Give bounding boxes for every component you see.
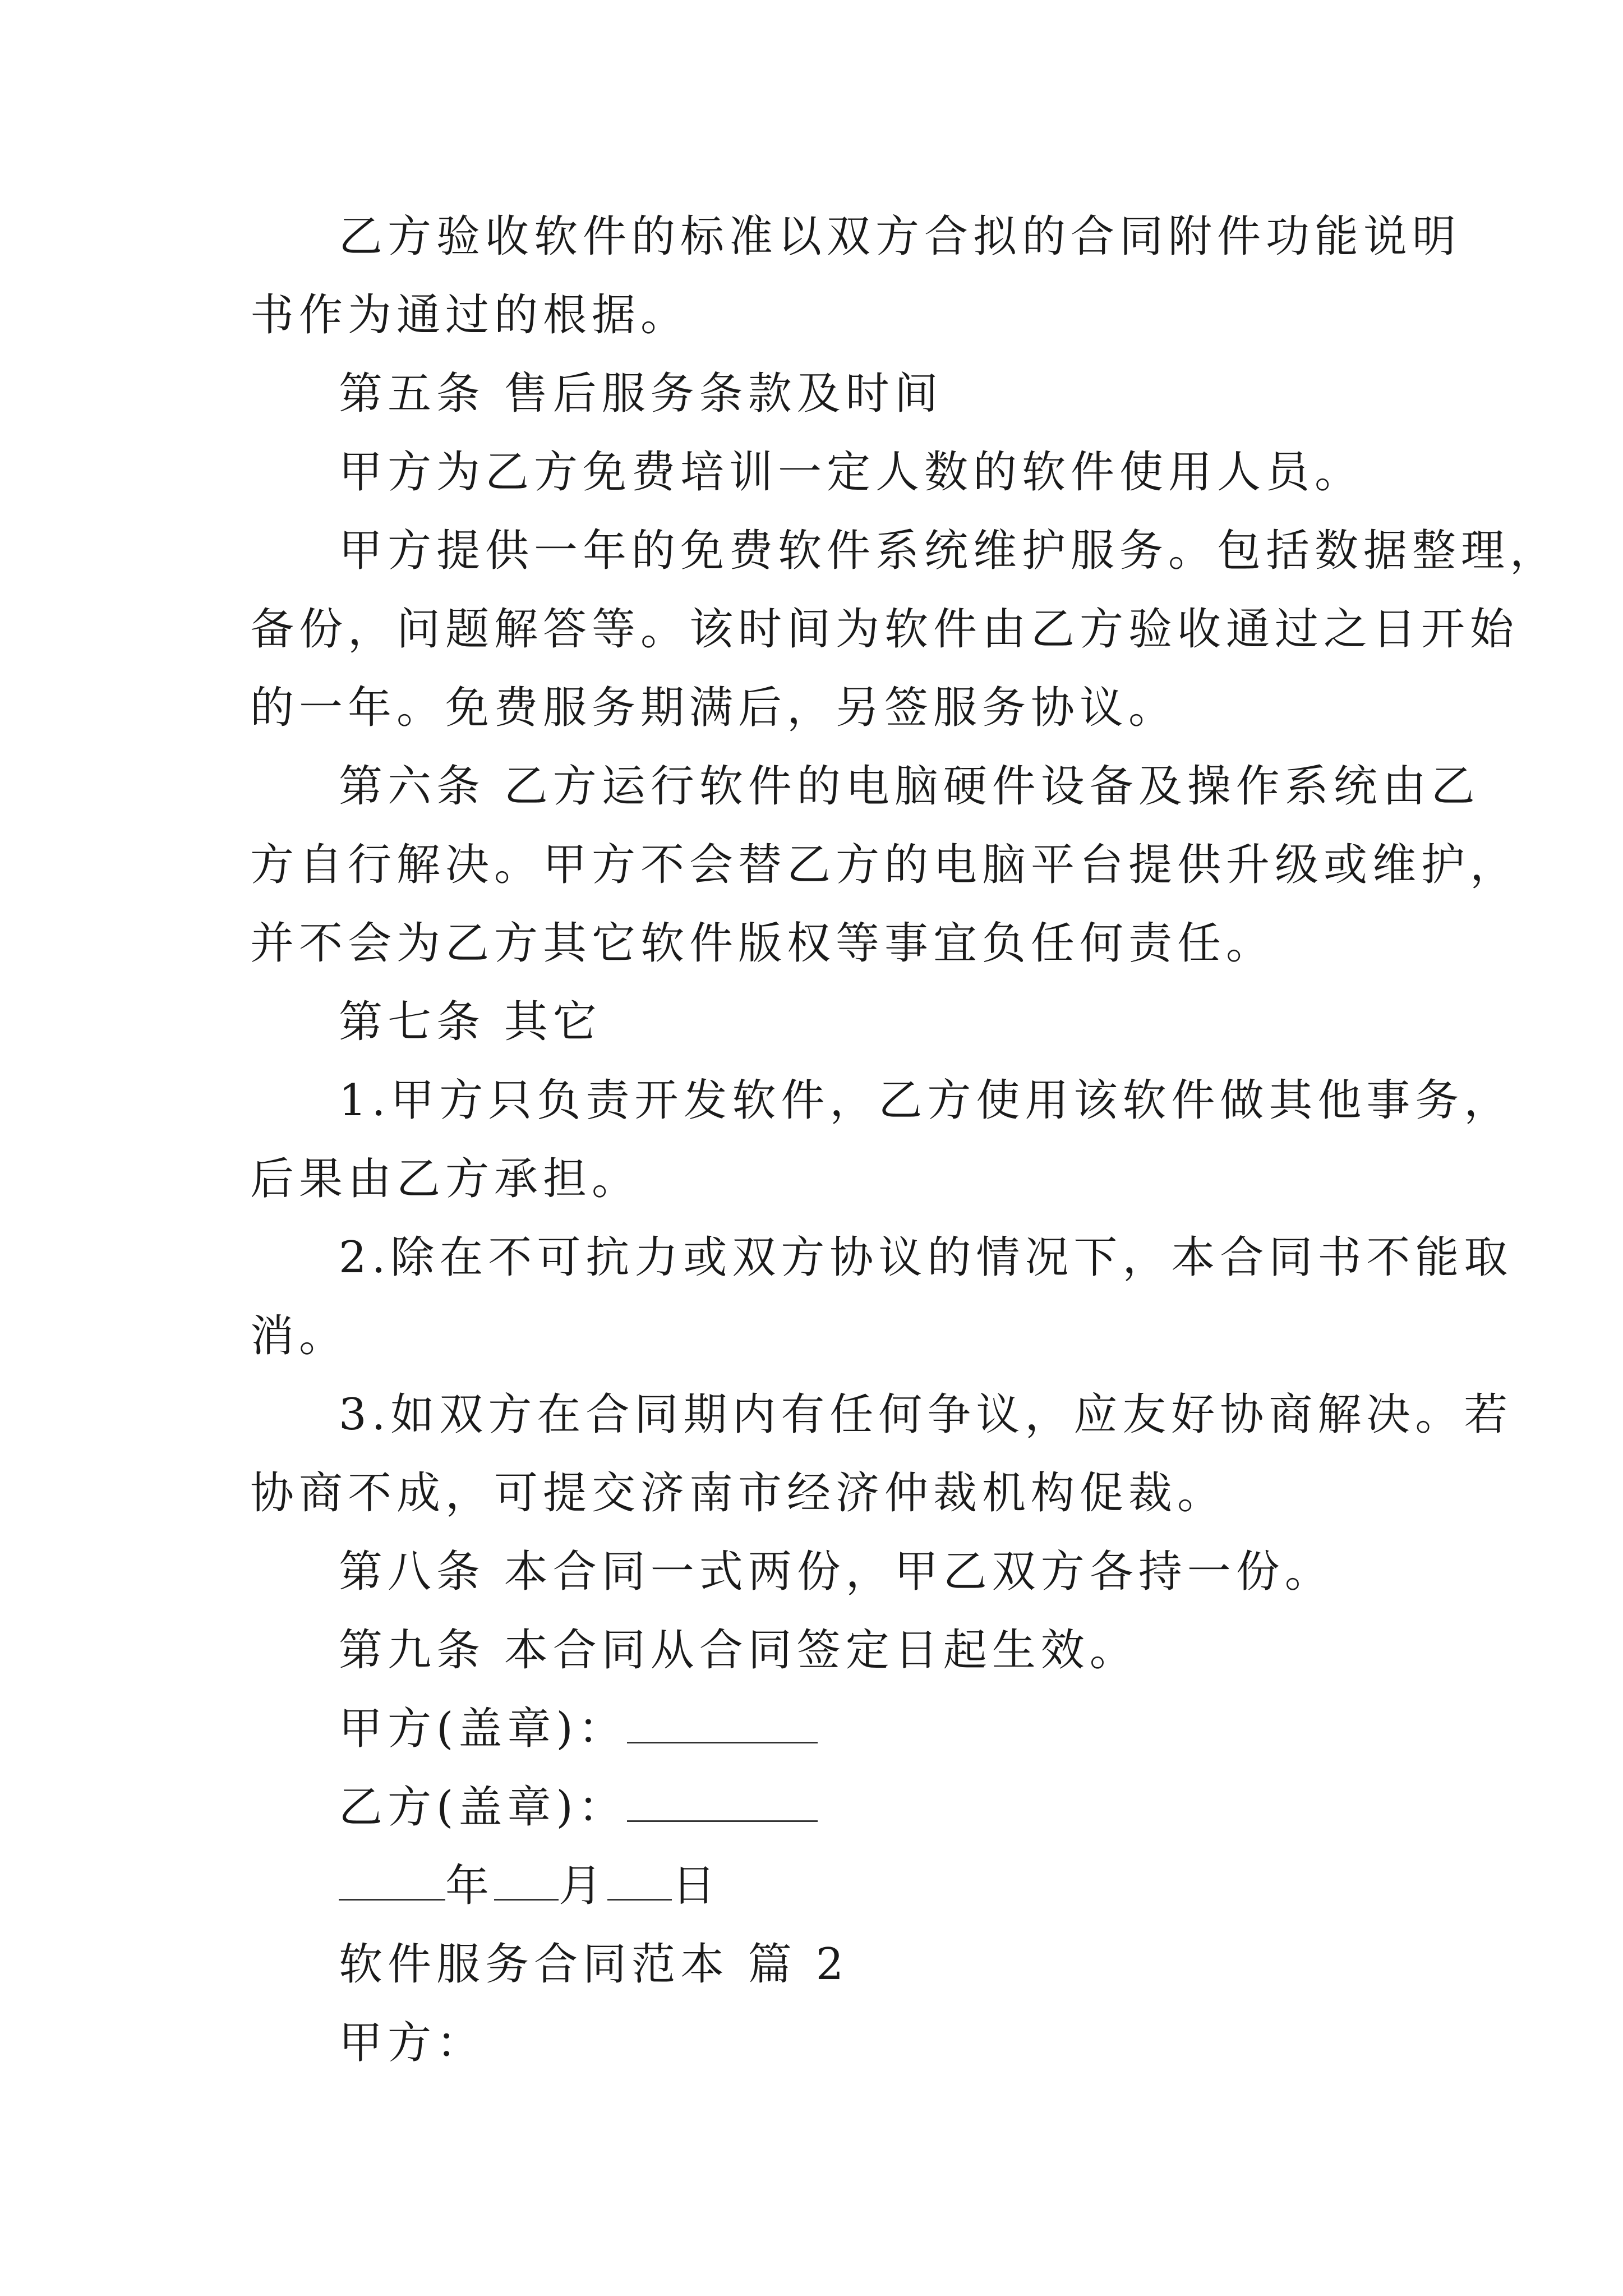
paragraph-line: 并不会为乙方其它软件版权等事宜负任何责任。: [250, 918, 1275, 969]
list-item: 3.如双方在合同期内有任何争议，应友好协商解决。若: [339, 1389, 1513, 1440]
paragraph-line: 消。: [250, 1311, 348, 1361]
paragraph-line: 乙方验收软件的标准以双方合拟的合同附件功能说明: [339, 211, 1461, 262]
party-a-label: 甲方(盖章)：: [339, 1704, 627, 1754]
paragraph-line: 的一年。免费服务期满后，另签服务协议。: [250, 683, 1178, 733]
paragraph-line: 甲方为乙方免费培训一定人数的软件使用人员。: [339, 447, 1364, 498]
month-blank: [494, 1860, 559, 1901]
month-label: 月: [559, 1861, 608, 1911]
party-b-signature: [339, 1779, 818, 1835]
article-heading: 第六条 乙方运行软件的电脑硬件设备及操作系统由乙: [339, 761, 1480, 812]
paragraph-line: 备份，问题解答等。该时间为软件由乙方验收通过之日开始: [250, 604, 1519, 655]
day-blank: [607, 1860, 672, 1901]
list-item: 2.除在不可抗力或双方协议的情况下，本合同书不能取: [339, 1232, 1513, 1283]
paragraph-line: 后果由乙方承担。: [250, 1154, 641, 1204]
party-a-signature: [339, 1701, 818, 1757]
date-line: [339, 1858, 721, 1914]
section-title: 软件服务合同范本 篇 2: [339, 1939, 849, 1990]
paragraph-line: 甲方提供一年的免费软件系统维护服务。包括数据整理，: [339, 526, 1559, 576]
paragraph-line: 方自行解决。甲方不会替乙方的电脑平台提供升级或维护，: [250, 840, 1519, 890]
paragraph-line: 协商不成，可提交济南市经济仲裁机构促裁。: [250, 1468, 1227, 1519]
list-item: 1.甲方只负责开发软件，乙方使用该软件做其他事务，: [339, 1075, 1513, 1126]
year-blank: [339, 1860, 445, 1901]
paragraph-line: 书作为通过的根据。: [250, 290, 690, 341]
party-a-header: 甲方：: [339, 2018, 486, 2068]
article-heading: 第九条 本合同从合同签定日起生效。: [339, 1625, 1138, 1676]
year-label: 年: [445, 1861, 495, 1911]
article-heading: 第五条 售后服务条款及时间: [339, 369, 943, 419]
party-b-label: 乙方(盖章)：: [339, 1782, 627, 1833]
article-heading: 第七条 其它: [339, 997, 602, 1047]
day-label: 日: [672, 1861, 721, 1911]
article-heading: 第八条 本合同一式两份，甲乙双方各持一份。: [339, 1547, 1334, 1597]
party-b-blank: [627, 1781, 818, 1822]
party-a-blank: [627, 1703, 818, 1743]
